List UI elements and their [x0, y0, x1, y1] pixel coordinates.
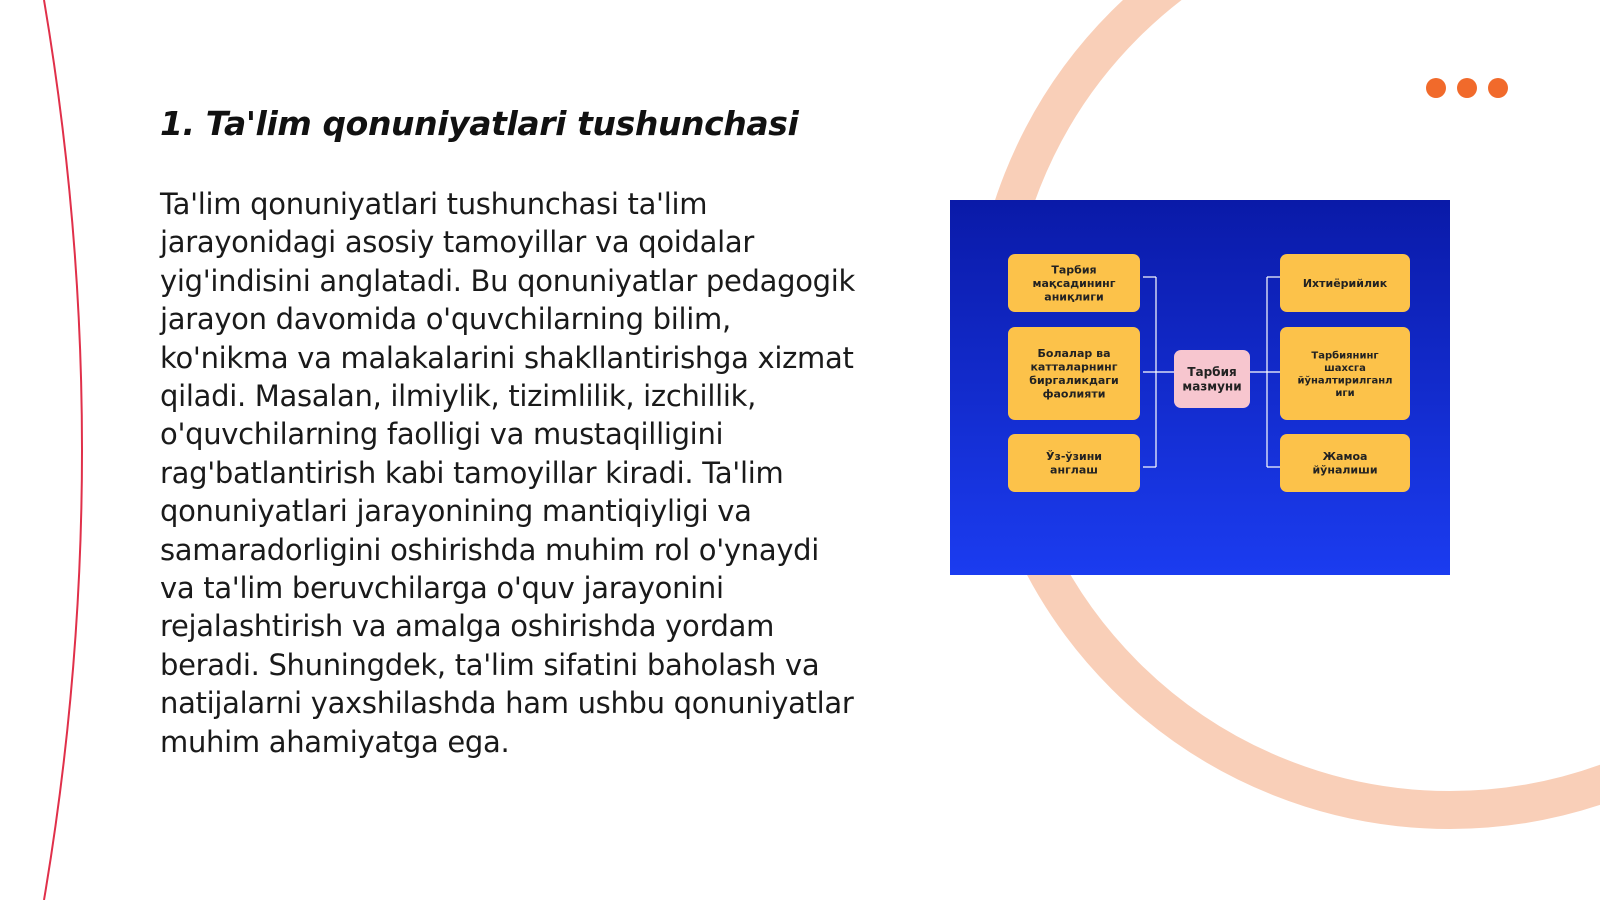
diagram-box-right-3-label: йўналиши [1312, 463, 1378, 477]
diagram-box-left-1 [1008, 254, 1140, 312]
diagram-box-center-label: мазмуни [1182, 379, 1242, 394]
diagram-box-left-3 [1008, 434, 1140, 492]
diagram-box-right-3-label: Жамоа [1322, 450, 1368, 464]
diagram-box-left-1-label: Тарбия [1051, 263, 1097, 277]
education-content-diagram [950, 200, 1450, 575]
diagram-box-left-1-label: мақсадининг [1032, 276, 1116, 290]
diagram-box-left-3-label: англаш [1050, 463, 1098, 477]
diagram-box-left-2-label: катталарнинг [1030, 360, 1118, 374]
diagram-box-center [1174, 350, 1250, 408]
slide-body-text: Ta'lim qonuniyatlari tushunchasi ta'lim jarayonidagi asosiy tamoyillar va qoidalar yig'indisini anglatadi. Bu qonuniyatlar pedagogik jarayon davomida o'quvchilarning bilim, ko'nikma va malakalarini shakllantirishga xizmat qiladi. Masalan, ilmiylik, tizimlilik, izchillik, o'quvchilarning faolligi va mustaqilligini rag'batlantirish kabi tamoyillar kiradi. Ta'lim qonuniyatlari jarayonining mantiqiyligi va samaradorligini oshirishda muhim rol o'ynaydi va ta'lim beruvchilarga o'quv jarayonini rejalashtirish va amalga oshirishda yordam beradi. Shuningdek, ta'lim sifatini baholash va natijalarni yaxshilashda ham ushbu qonuniyatlar muhim ahamiyatga ega. [160, 187, 856, 759]
diagram-box-right-2-label: шахсга [1324, 362, 1366, 374]
diagram-box-left-3-label: Ўз-ўзини [1045, 450, 1103, 464]
diagram-box-left-2-label: Болалар ва [1037, 347, 1111, 361]
diagram-box-left-2 [1008, 327, 1140, 420]
menu-dots-icon [1426, 78, 1508, 98]
decorative-left-curve [44, 0, 82, 900]
diagram-box-right-2-label: йўналтирилганл [1297, 375, 1393, 387]
diagram-box-center-label: Тарбия [1187, 364, 1237, 379]
diagram-box-left-1-label: аниқлиги [1044, 290, 1104, 304]
diagram-box-right-1-label: Ихтиёрийлик [1302, 276, 1388, 290]
diagram-box-left-2-label: биргаликдаги [1029, 374, 1119, 388]
diagram-box-right-2-label: Тарбиянинг [1311, 350, 1379, 362]
diagram-box-left-2-label: фаолияти [1042, 387, 1106, 401]
diagram-box-right-2-label: иги [1335, 387, 1355, 399]
dot [1488, 78, 1508, 98]
diagram-box-right-3 [1280, 434, 1410, 492]
diagram-box-right-1 [1280, 254, 1410, 312]
dot [1457, 78, 1477, 98]
dot [1426, 78, 1446, 98]
slide-title: 1. Ta'lim qonuniyatlari tushunchasi [160, 104, 799, 143]
diagram-box-right-2 [1280, 327, 1410, 420]
